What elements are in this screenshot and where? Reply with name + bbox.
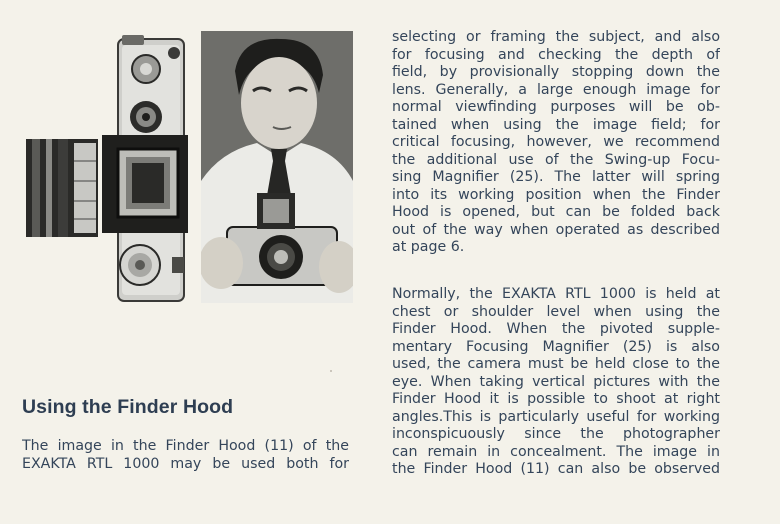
text-line: used, the camera must be held close to the bbox=[392, 356, 720, 372]
text-line: for focusing and checking the depth of bbox=[392, 46, 720, 63]
text-line: field, by provisionally stopping down the bbox=[392, 64, 720, 80]
text-line: The image in the Finder Hood (11) of the bbox=[22, 438, 349, 454]
text-line: into its working position when the Finder bbox=[392, 186, 720, 203]
text-line: Finder Hood it is possible to shoot at right bbox=[392, 391, 720, 407]
text-line: chest or shoulder level when using the bbox=[392, 303, 720, 320]
text-line: eye. When taking vertical pictures with the bbox=[392, 373, 720, 390]
text-line: the Finder Hood (11) can also be observed bbox=[392, 461, 720, 477]
man-holding-camera-illustration bbox=[201, 31, 353, 303]
right-paragraph-1 bbox=[392, 29, 720, 257]
text-line: at page 6. bbox=[392, 239, 465, 255]
camera-top-view-illustration bbox=[22, 31, 191, 303]
text-line: inconspicuously since the photographer bbox=[392, 426, 720, 442]
text-line: Finder Hood. When the pivoted supple- bbox=[392, 321, 720, 337]
paper-speck bbox=[330, 370, 332, 372]
intro-paragraph bbox=[22, 438, 349, 473]
text-line: EXAKTA RTL 1000 may be used both for bbox=[22, 455, 349, 472]
text-line: critical focusing, however, we recommend bbox=[392, 134, 720, 150]
text-line: can remain in concealment. The image in bbox=[392, 443, 720, 460]
text-line: Hood is opened, but can be folded back bbox=[392, 204, 720, 220]
right-paragraph-2 bbox=[392, 286, 720, 479]
section-heading: Using the Finder Hood bbox=[22, 396, 234, 418]
text-line: out of the way when operated as described bbox=[392, 221, 720, 238]
camera-top-view-photo bbox=[22, 31, 191, 303]
text-line: normal viewfinding purposes will be ob- bbox=[392, 99, 720, 115]
text-line: Normally, the EXAKTA RTL 1000 is held at bbox=[392, 286, 720, 302]
text-line: lens. Generally, a large enough image for bbox=[392, 81, 720, 98]
text-line: sing Magnifier (25). The latter will spring bbox=[392, 169, 720, 185]
text-line: mentary Focusing Magnifier (25) is also bbox=[392, 338, 720, 355]
text-line: angles.This is particularly useful for working bbox=[392, 408, 720, 425]
text-line: the additional use of the Swing-up Focu- bbox=[392, 151, 720, 168]
text-line: tained when using the image field; for bbox=[392, 116, 720, 133]
man-holding-camera-photo bbox=[201, 31, 353, 303]
text-line: selecting or framing the subject, and also bbox=[392, 29, 720, 45]
